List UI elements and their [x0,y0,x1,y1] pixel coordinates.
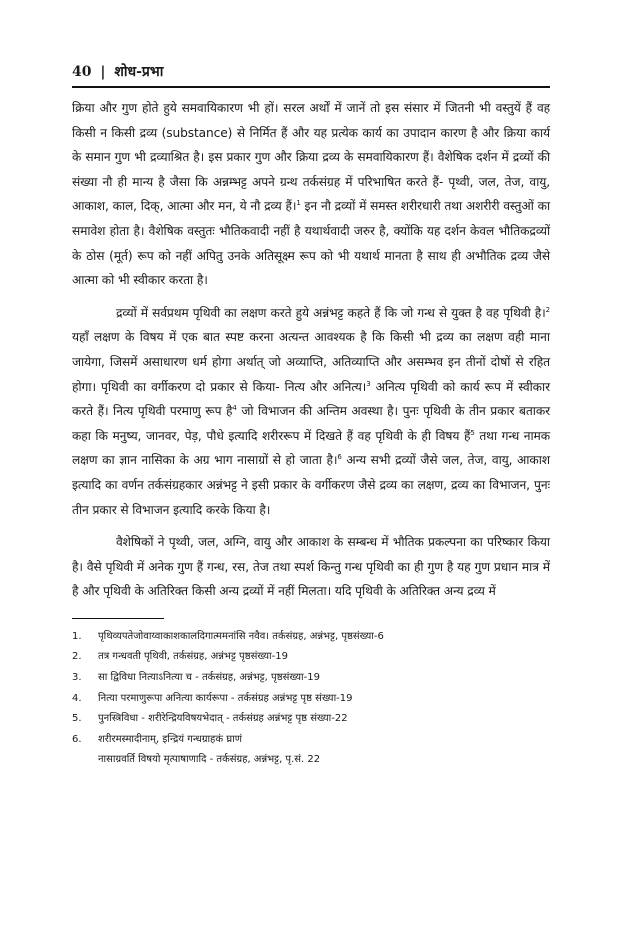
footnote-number: 3. [72,672,82,684]
footnote-ref: 5 [470,428,475,437]
paragraph-text: तथा गन्ध नामक लक्षण का ज्ञान नासिका के अग्र भाग नासाग्रों से हो जाता है। [72,428,551,468]
paragraph [72,530,550,604]
footnote-text: सा द्विविधा नित्याऽनित्या च - तर्कसंग्रह, अन्नंभट्ट, पृष्ठसंख्या-19 [98,672,320,684]
footnote [72,730,550,751]
footnote-number: 6. [72,733,82,745]
running-header [72,62,550,88]
footnote-number: 2. [72,651,82,663]
footnote-text: नासाग्रवर्ति विषयो मृत्पाषाणादि - तर्कसंग्रह, अन्नंभट्ट, पृ.सं. 22 [98,754,321,766]
footnote [72,627,550,648]
paragraph-text: अनित्य पृथिवी को कार्य रूप में स्वीकार करते हैं। नित्य पृथिवी परमाणु रूप है [72,379,550,419]
paragraph-text: अन्य सभी द्रव्यों जैसे जल, तेज, वायु, आकाश इत्यादि का वर्णन तर्कसंग्रहकार अन्नंभट्ट ने इसी प्रकार के वर्गीकरण जैसे द्रव्य का लक्षण, द्रव्य का विभाजन, पुनः तीन प्रकार से विभाजन इत्यादि करके किया है। [72,453,550,517]
footnote-ref: 6 [337,453,342,462]
footnote-ref: 3 [366,379,371,388]
footnote-text: पुनस्त्रिविधा - शरीरेन्द्रियविषयभेदात् - तर्कसंग्रह अन्नंभट्ट पृष्ठ संख्या-22 [98,713,348,725]
footnote [72,668,550,689]
paragraph-text: द्रव्यों में सर्वप्रथम पृथिवी का लक्षण करते हुये अन्नंभट्ट कहते हैं कि जो गन्ध से युक्त है वह पृथिवी है। [116,305,546,320]
footnote-number: 5. [72,713,82,725]
footnote-text: पृथिव्यपतेजोवाय्वाकाशकालदिगात्ममनांसि नवैव। तर्कसंग्रह, अन्नंभट्ट, पृष्ठसंख्या-6 [98,630,384,642]
footnote-text: नित्या परमाणुरूपा अनित्या कार्यरूपा - तर्कसंग्रह अन्नंभट्ट पृष्ठ संख्या-19 [98,692,353,704]
paragraph-text: क्रिया और गुण होते हुये समवायिकारण भी हों। सरल अर्थों में जानें तो इस संसार में जितनी भी वस्तुयें हैं वह किसी न किसी द्रव्य (substance) से निर्मित हैं और यह प्रत्येक कार्य का उपादान कारण है और क्रिया कार्य के समान गुण भी द्रव्याश्रित है। इस प्रकार गुण और क्रिया द्रव्य के समवायिकारण हैं। वैशेषिक दर्शन में द्रव्यों की संख्या नौ ही मान्य है जैसा कि अन्नम्भट्ट अपने ग्रन्थ तर्कसंग्रह में परिभाषित करते हैं- पृथ्वी, जल, तेज, वायु, आकाश, काल, दिक्, आत्मा और मन, ये नौ द्रव्य हैं। [72,101,550,214]
paragraph-text: यहाँ लक्षण के विषय में एक बात स्पष्ट करना अत्यन्त आवश्यक है कि किसी भी द्रव्य का लक्षण वही माना जायेगा, जिसमें असाधारण धर्म होगा अर्थात् जो अव्याप्ति, अतिव्याप्ति और असम्भव इन तीनों दोषों से रहित होगा। पृथिवी का वर्गीकरण दो प्रकार से किया- नित्य और अनित्य। [72,330,550,394]
footnote-number: 1. [72,630,82,642]
footnote-text: तत्र गन्धवती पृथिवी, तर्कसंग्रह, अन्नंभट्ट पृष्ठसंख्या-19 [98,651,288,663]
paragraph [72,96,550,293]
body-text [72,96,550,604]
paragraph-text: वैशेषिकों ने पृथ्वी, जल, अग्नि, वायु और आकाश के सम्बन्ध में भौतिक प्रकल्पना का परिष्कार किया है। वैसे पृथिवी में अनेक गुण हैं गन्ध, रस, तेज तथा स्पर्श किन्तु गन्ध पृथिवी का ही गुण है यह गुण प्रधान मात्र में है और पृथिवी के अतिरिक्त किसी अन्य द्रव्यों में नहीं मिलता। यदि पृथिवी के अतिरिक्त अन्य द्रव्य में [72,535,550,599]
footnote-ref: 1 [296,199,301,208]
footnote [72,689,550,710]
footnote-continuation [72,750,550,771]
footnote-divider [72,618,164,619]
footnote-ref: 4 [232,404,237,413]
journal-title: शोध-प्रभा [114,64,164,80]
footnote-text: शरीरमस्मादीनाम्, इन्द्रियं गन्धग्राहकं घ्राणं [98,733,242,745]
footnotes [72,627,550,771]
paragraph-text: जो विभाजन की अन्तिम अवस्था है। पुनः पृथिवी के तीन प्रकार बताकर कहा कि मनुष्य, जानवर, पेड़, पौधे इत्यादि शरीररूप में दिखते हैं वह पृथिवी के ही विषय हैं [72,404,550,443]
footnote-number: 4. [72,692,82,704]
page [72,62,550,771]
footnote [72,647,550,668]
paragraph-text: इन नौ द्रव्यों में समस्त शरीरधारी तथा अशरीरी वस्तुओं का समावेश होता है। वैशेषिक वस्तुतः भौतिकवादी नहीं है यथार्थवादी जरुर है, क्योंकि यह दर्शन केवल भौतिकद्रव्यों के ठोस (मूर्त) रूप को नहीं अपितु उनके अतिसूक्ष्म रूप को भी यथार्थ मानता है साथ ही अभौतिक द्रव्य जैसे आत्मा को भी स्वीकार करता है। [72,199,550,288]
footnote-ref: 2 [545,305,550,314]
footnote [72,709,550,730]
page-number: 40 [72,64,92,80]
paragraph [72,301,550,522]
header-separator: | [100,64,106,80]
